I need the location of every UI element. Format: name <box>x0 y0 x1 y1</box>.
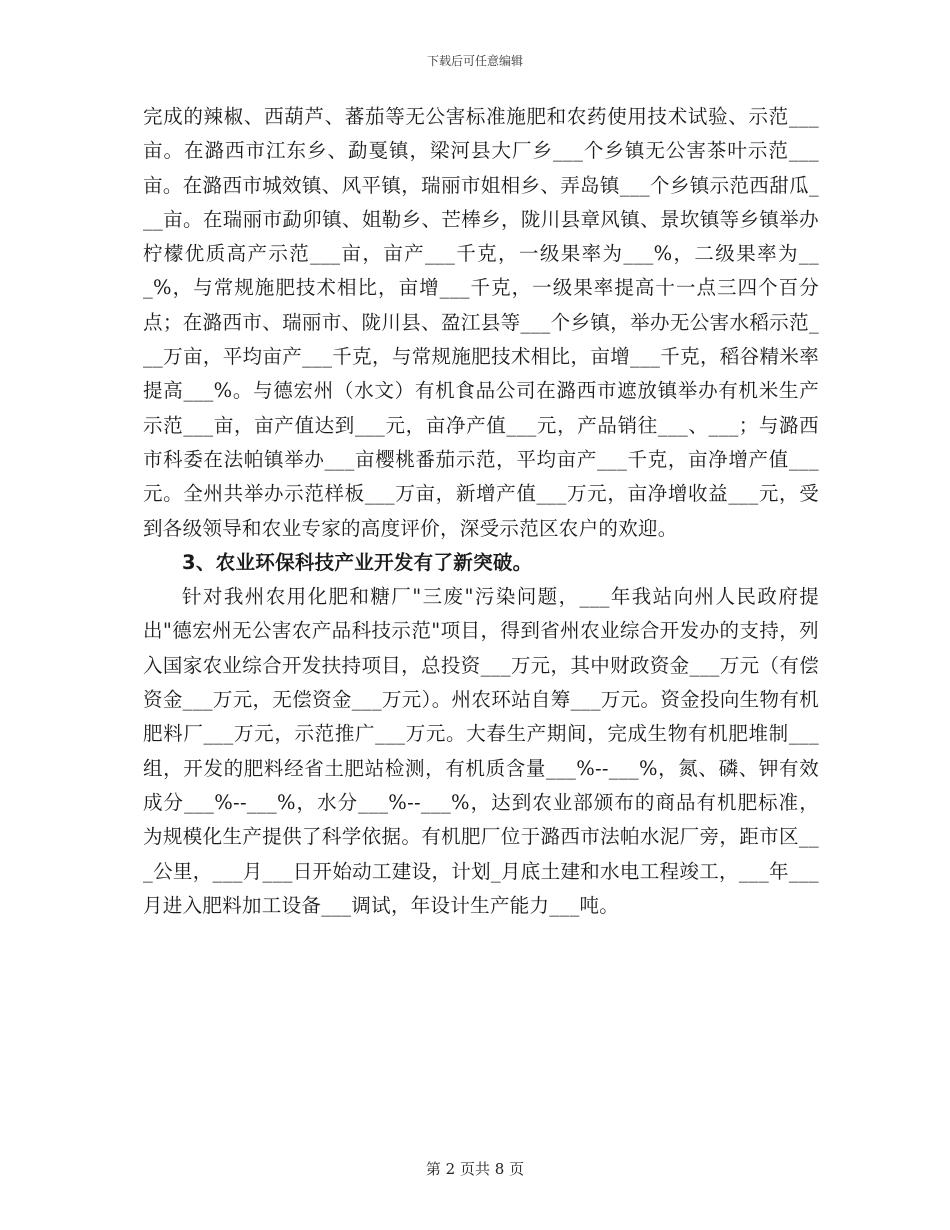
section-heading: 3、农业环保科技产业开发有了新突破。 <box>182 550 533 574</box>
paragraph-eco-tech-industry: 针对我州农用化肥和糖厂"三废"污染问题，___年我站向州人民政府提出"德宏州无公害农产品科技示范"项目，得到省州农业综合开发办的支持，列入国家农业综合开发扶持项目，总投资___万元，其中财政资金___万元（有偿资金___万元，无偿资金___万元）。州农环站自筹___万元。资金投向生物有机肥料厂___万元，示范推广___万元。大春生产期间，完成生物有机肥堆制___组，开发的肥料经省土肥站检测，有机质含量___%--___%，氮、磷、钾有效成分___%--___%，水分___%--___%，达到农业部颁布的商品有机肥标准，为规模化生产提供了科学依据。有机肥厂位于潞西市法帕水泥厂旁，距市区___公里，___月___日开始动工建设，计划_月底土建和水电工程竣工，___年___月进入肥料加工设备___调试，年设计生产能力___吨。 <box>143 585 819 917</box>
page-footer: 第 2 页共 8 页 <box>425 1160 525 1178</box>
paragraph-demonstration-results: 完成的辣椒、西葫芦、蕃茄等无公害标准施肥和农药使用技术试验、示范___亩。在潞西市江东乡、勐戛镇，梁河县大厂乡___个乡镇无公害茶叶示范___亩。在潞西市城效镇、风平镇，瑞丽市姐相乡、弄岛镇___个乡镇示范西甜瓜___亩。在瑞丽市勐卯镇、姐勒乡、芒棒乡，陇川县章风镇、景坎镇等乡镇举办柠檬优质高产示范___亩，亩产___千克，一级果率为___%，二级果率为___%，与常规施肥技术相比，亩增___千克，一级果率提高十一点三四个百分点；在潞西市、瑞丽市、陇川县、盈江县等___个乡镇，举办无公害水稻示范___万亩，平均亩产___千克，与常规施肥技术相比，亩增___千克，稻谷精米率提高___%。与德宏州（水文）有机食品公司在潞西市遮放镇举办有机米生产示范___亩，亩产值达到___元，亩净产值___元，产品销往___、___；与潞西市科委在法帕镇举办___亩樱桃番茄示范，平均亩产___千克，亩净增产值___元。全州共举办示范样板___万亩，新增产值___万元，亩净增收益___元，受到各级领导和农业专家的高度评价，深受示范区农户的欢迎。 <box>143 105 819 540</box>
page-header: 下载后可任意编辑 <box>426 54 523 68</box>
document-body <box>143 100 819 923</box>
